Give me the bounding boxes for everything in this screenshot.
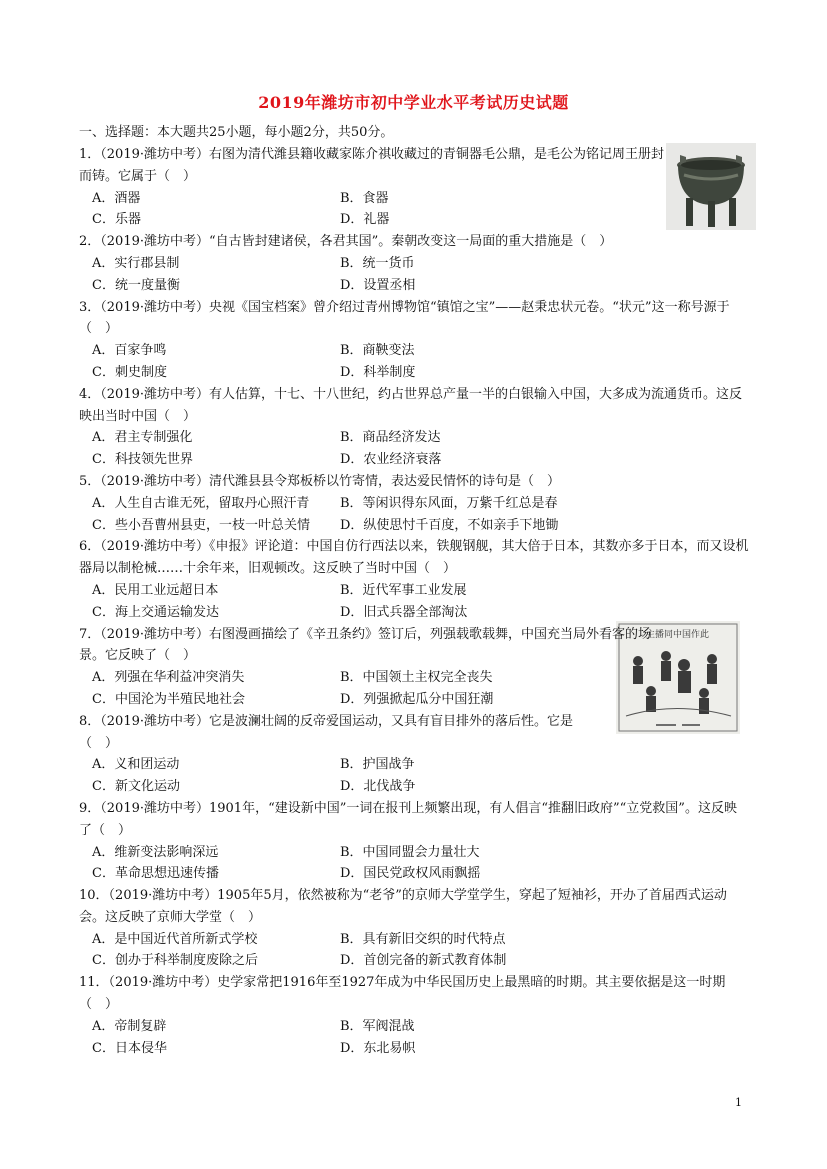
- question-6: [79, 536, 749, 623]
- question-1: [79, 144, 749, 231]
- option-d[interactable]: D．国民党政权风雨飘摇: [340, 866, 481, 882]
- option-c[interactable]: C．创办于科举制度废除之后: [92, 953, 258, 969]
- section-heading: 一、选择题：本大题共25小题，每小题2分，共50分。: [79, 125, 394, 140]
- question-5: [79, 471, 749, 536]
- option-b[interactable]: B．近代军事工业发展: [340, 582, 467, 598]
- option-b[interactable]: B．商鞅变法: [340, 343, 415, 359]
- question-stem: 9．（2019·潍坊中考）1901年，“建设新中国”一词在报刊上频繁出现，有人倡言“推翻旧政府”“立党救国”。这反映了（ ）: [79, 800, 737, 838]
- option-b[interactable]: B．具有新旧交织的时代特点: [340, 931, 506, 947]
- option-b[interactable]: B．食器: [340, 190, 389, 206]
- option-a[interactable]: A．君主专制强化: [92, 430, 193, 446]
- option-b[interactable]: B．中国领土主权完全丧失: [340, 670, 493, 686]
- question-9: [79, 798, 749, 885]
- option-d[interactable]: D．首创完备的新式教育体制: [340, 953, 507, 969]
- option-a[interactable]: A．实行郡县制: [92, 255, 180, 271]
- option-d[interactable]: D．礼器: [340, 212, 390, 228]
- option-c[interactable]: C．新文化运动: [92, 779, 180, 795]
- cartoon-caption: 主播同中国作此: [646, 630, 710, 640]
- question-list: [79, 122, 749, 1059]
- option-d[interactable]: D．纵使思忖千百度，不如亲手下地锄: [340, 517, 559, 533]
- option-a[interactable]: A．民用工业远超日本: [92, 582, 219, 598]
- option-a[interactable]: A．酒器: [92, 190, 141, 206]
- option-a[interactable]: A．是中国近代首所新式学校: [92, 931, 258, 947]
- option-d[interactable]: D．旧式兵器全部淘汰: [340, 604, 468, 620]
- option-c[interactable]: C．中国沦为半殖民地社会: [92, 691, 245, 707]
- option-a[interactable]: A．人生自古谁无死，留取丹心照汗青: [92, 495, 310, 511]
- question-stem: 10．（2019·潍坊中考）1905年5月，依然被称为“老爷”的京师大学堂学生，穿起了短袖衫，开办了首届西式运动会。这反映了京师大学堂（ ）: [79, 888, 727, 925]
- option-a[interactable]: A．列强在华利益冲突消失: [92, 670, 245, 686]
- option-c[interactable]: C．日本侵华: [92, 1040, 167, 1056]
- option-a[interactable]: A．百家争鸣: [92, 343, 167, 359]
- question-stem: 1．（2019·潍坊中考）右图为清代潍县籍收藏家陈介祺收藏过的青铜器毛公鼎，是毛公为铭记周王册封而铸。它属于（ ）: [79, 147, 664, 184]
- question-7: [79, 624, 749, 711]
- option-d[interactable]: D．农业经济衰落: [340, 452, 442, 468]
- option-c[interactable]: C．革命思想迅速传播: [92, 866, 219, 882]
- question-11: [79, 972, 749, 1059]
- option-d[interactable]: D．列强掀起瓜分中国狂潮: [340, 691, 494, 707]
- option-c[interactable]: C．些小吾曹州县吏，一枝一叶总关情: [92, 517, 310, 533]
- option-d[interactable]: D．北伐战争: [340, 779, 416, 795]
- option-b[interactable]: B．等闲识得东风面，万紫千红总是春: [340, 495, 558, 511]
- option-a[interactable]: A．帝制复辟: [92, 1018, 167, 1034]
- option-b[interactable]: B．中国同盟会力量壮大: [340, 844, 480, 860]
- question-stem: 8．（2019·潍坊中考）它是波澜壮阔的反帝爱国运动，又具有盲目排外的落后性。它是（ ）: [79, 713, 573, 751]
- question-stem: 3．（2019·潍坊中考）央视《国宝档案》曾介绍过青州博物馆“镇馆之宝”——赵秉忠状元卷。“状元”这一称号源于（ ）: [79, 299, 730, 337]
- option-b[interactable]: B．统一货币: [340, 255, 415, 271]
- page-number: 1: [735, 1096, 742, 1109]
- option-a[interactable]: A．义和团运动: [92, 757, 180, 773]
- question-10: [79, 885, 749, 972]
- option-d[interactable]: D．设置丞相: [340, 277, 416, 293]
- question-4: [79, 384, 749, 471]
- question-stem: 4．（2019·潍坊中考）有人估算，十七、十八世纪，约占世界总产量一半的白银输入中国，大多成为流通货币。这反映出当时中国（ ）: [79, 386, 742, 424]
- question-8: [79, 711, 749, 798]
- question-stem: 2．（2019·潍坊中考）“自古皆封建诸侯，各君其国”。秦朝改变这一局面的重大措施是（ ）: [79, 234, 613, 250]
- option-c[interactable]: C．刺史制度: [92, 364, 167, 380]
- option-b[interactable]: B．军阀混战: [340, 1018, 415, 1034]
- option-c[interactable]: C．海上交通运输发达: [92, 604, 219, 620]
- exam-title: 2019年潍坊市初中学业水平考试历史试题: [258, 93, 569, 112]
- question-3: [79, 297, 749, 384]
- question-stem: 11．（2019·潍坊中考）史学家常把1916年至1927年成为中华民国历史上最黑暗的时期。其主要依据是这一时期（ ）: [79, 975, 726, 1013]
- option-c[interactable]: C．乐器: [92, 212, 141, 228]
- option-c[interactable]: C．统一度量衡: [92, 277, 180, 293]
- question-stem: 5．（2019·潍坊中考）清代潍县县令郑板桥以竹寄情，表达爱民情怀的诗句是（ ）: [79, 473, 560, 489]
- option-d[interactable]: D．科举制度: [340, 364, 416, 380]
- option-d[interactable]: D．东北易帜: [340, 1040, 416, 1056]
- option-b[interactable]: B．护国战争: [340, 757, 415, 773]
- option-c[interactable]: C．科技领先世界: [92, 452, 193, 468]
- option-a[interactable]: A．维新变法影响深远: [92, 844, 219, 860]
- question-stem: 6．（2019·潍坊中考）《申报》评论道：中国自仿行西法以来，铁舰钢舰，其大倍于日本，其数亦多于日本，而又设机器局以制枪械……十余年来，旧观顿改。这反映了当时中国（ ）: [79, 539, 749, 577]
- question-stem: 7．（2019·潍坊中考）右图漫画描绘了《辛丑条约》签订后，列强载歌载舞，中国充当局外看客的场景。它反映了（ ）: [79, 626, 651, 664]
- option-b[interactable]: B．商品经济发达: [340, 430, 441, 446]
- question-2: [79, 231, 749, 296]
